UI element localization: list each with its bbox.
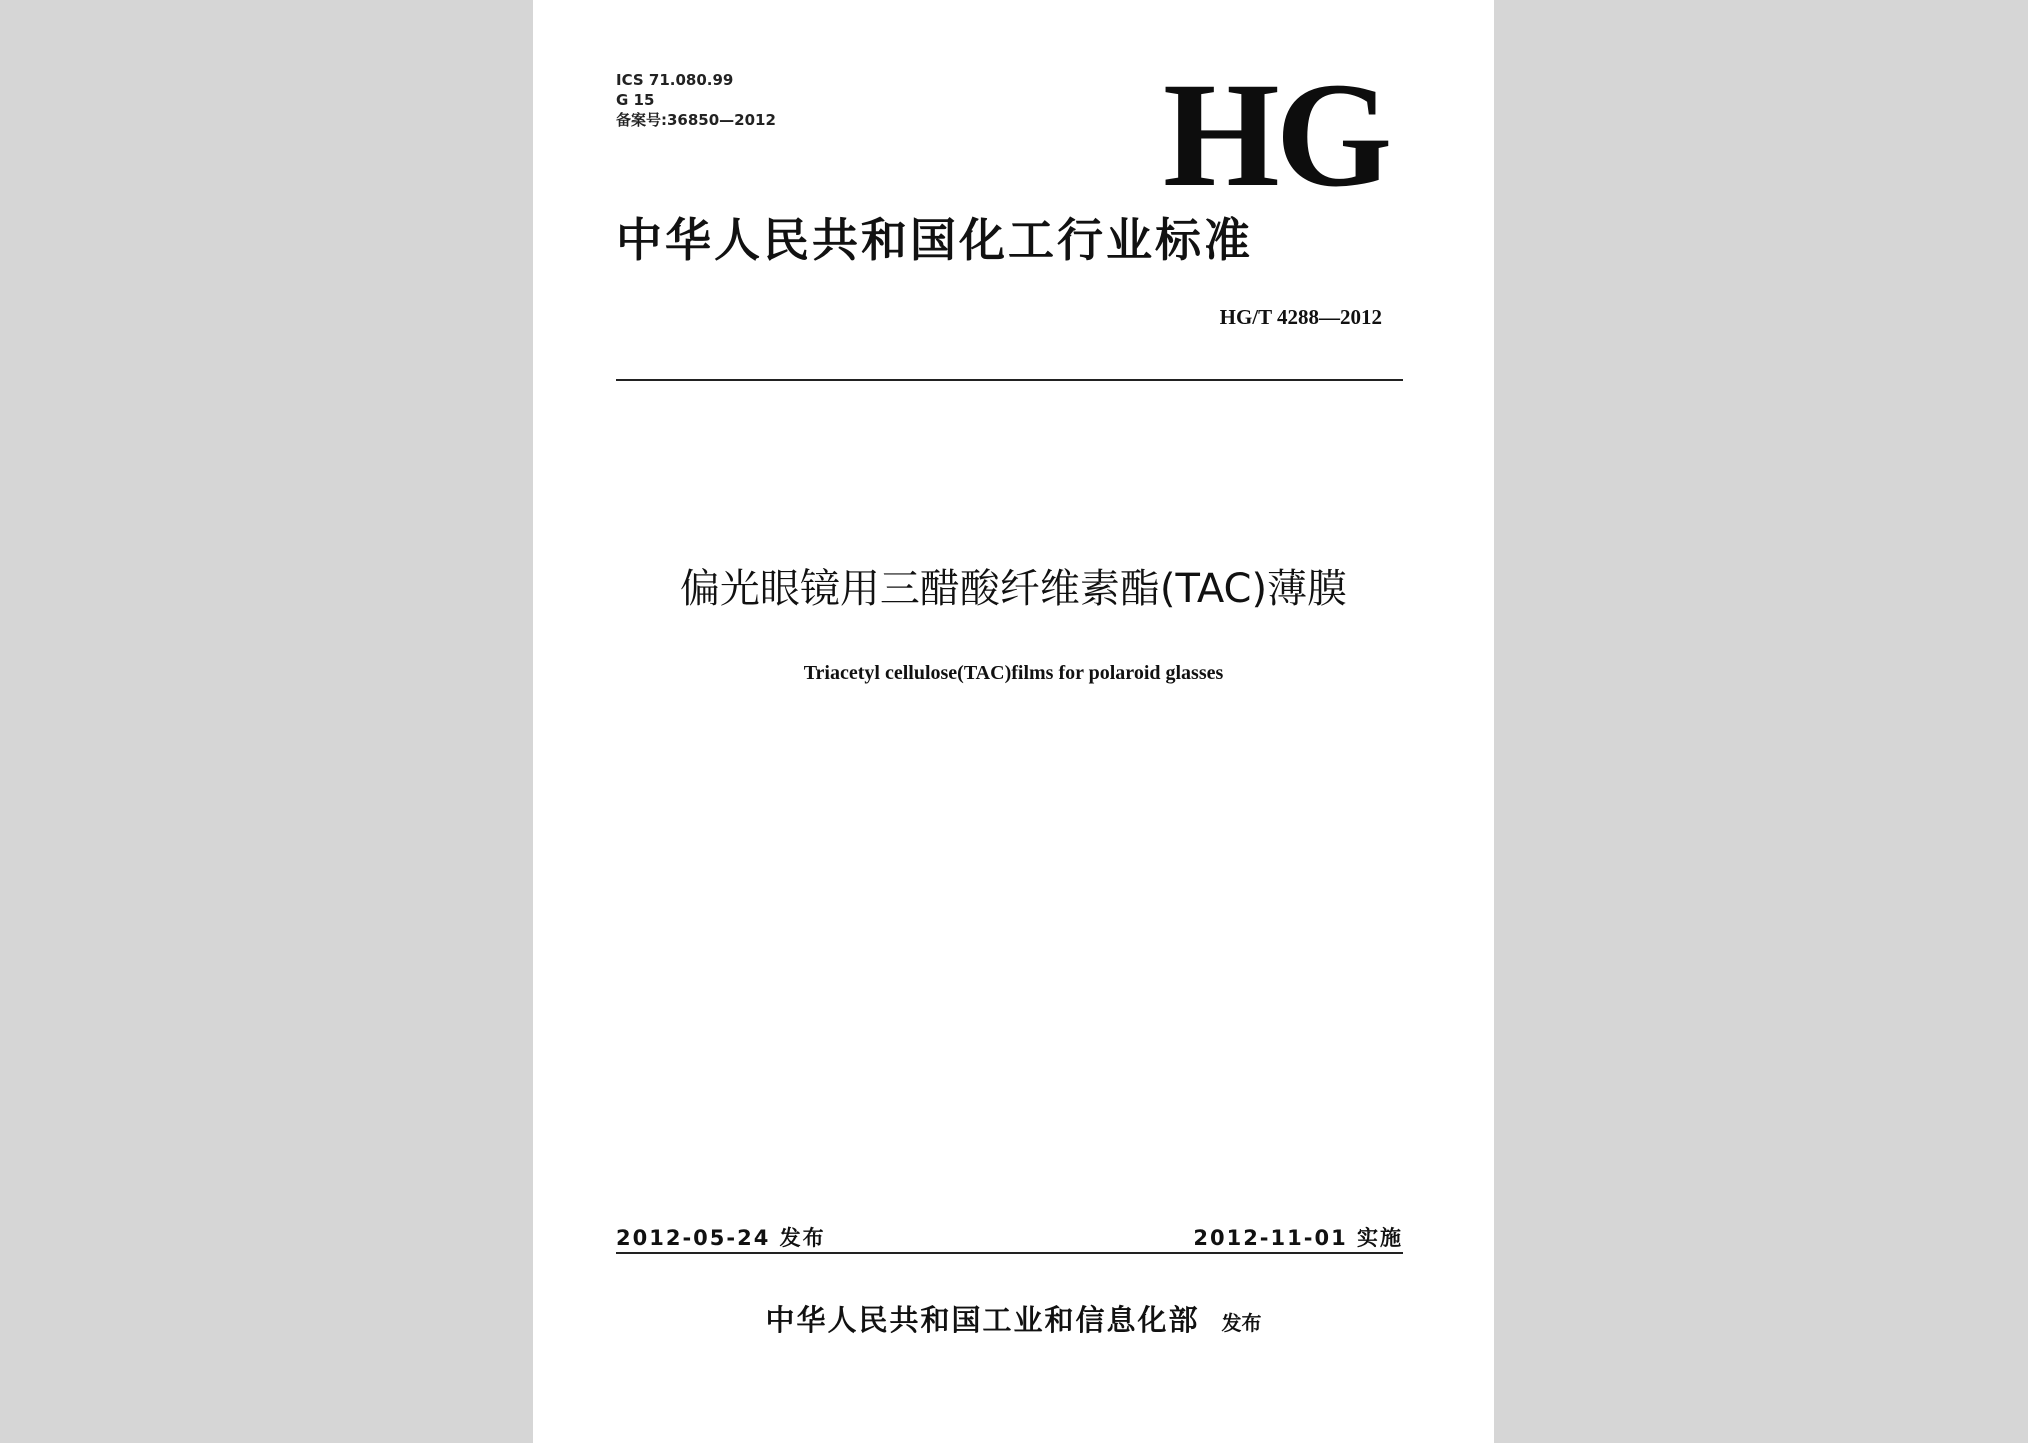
record-number: 备案号:36850—2012 — [616, 111, 776, 129]
standard-number: HG/T 4288—2012 — [1219, 305, 1382, 329]
document-title-chinese: 偏光眼镜用三醋酸纤维素酯(TAC)薄膜 — [679, 566, 1348, 612]
publisher-suffix: 发布 — [1221, 1311, 1262, 1335]
bottom-divider — [616, 1252, 1403, 1254]
publisher-name: 中华人民共和国工业和信息化部 — [765, 1303, 1200, 1337]
issue-date: 2012-05-24 发布 — [616, 1226, 826, 1250]
top-divider — [616, 379, 1403, 381]
standard-title: 中华人民共和国化工行业标准 — [616, 213, 1253, 267]
document-title-english: Triacetyl cellulose(TAC)films for polaroid glasses — [803, 662, 1224, 684]
ics-code: ICS 71.080.99 — [616, 71, 734, 89]
hg-logo: HG — [1163, 52, 1389, 218]
document-page — [533, 0, 1494, 1443]
implementation-date: 2012-11-01 实施 — [1193, 1226, 1403, 1250]
ccs-code: G 15 — [616, 91, 655, 109]
classification-block — [616, 70, 776, 130]
publisher-line — [533, 1298, 1494, 1339]
